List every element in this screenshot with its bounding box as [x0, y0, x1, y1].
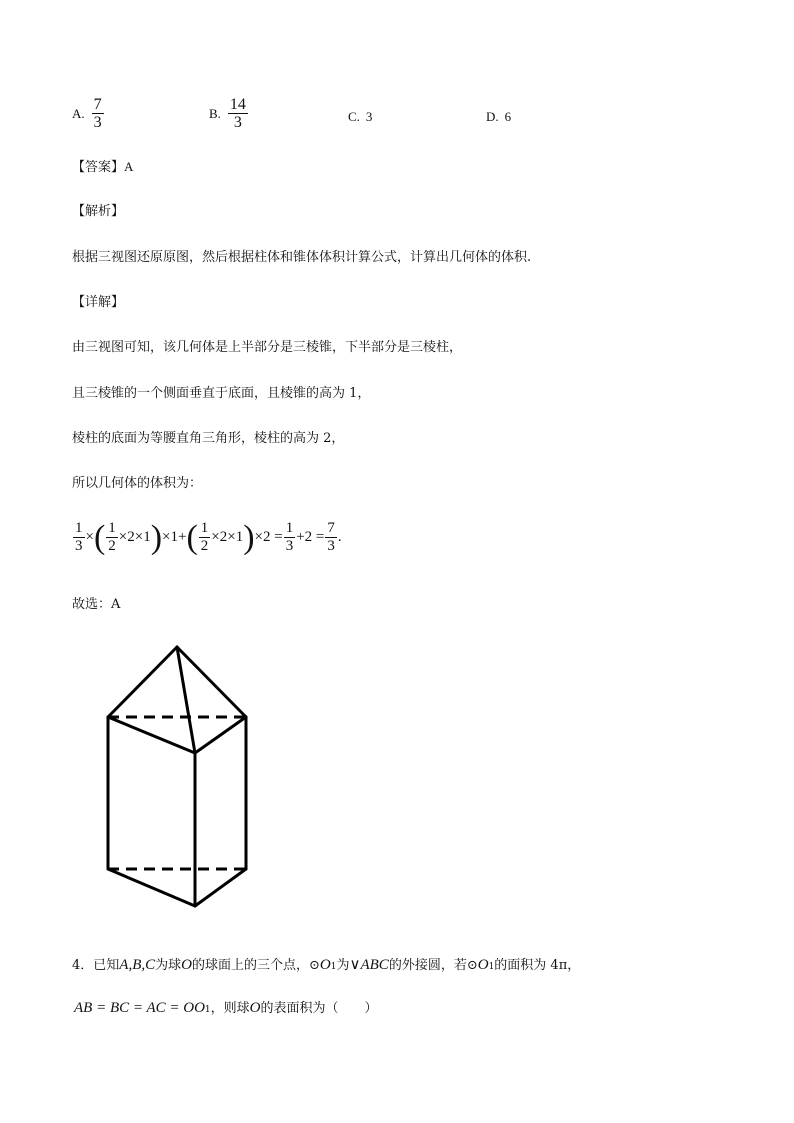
- option-a-label: A.: [72, 105, 85, 121]
- formula-left-paren-2: (: [186, 518, 198, 556]
- formula-frac-4-den: 3: [327, 538, 335, 554]
- figure-edge-bottom-left-front: [108, 869, 195, 906]
- q4-circle-o1-sub: 1: [330, 962, 337, 972]
- choose-line: 故选：A: [72, 597, 121, 612]
- detail-tag: 【详解】: [72, 295, 125, 310]
- q4-mid2: 的球面上的三个点，⊙: [191, 958, 320, 973]
- q4-line2-o: O: [249, 1000, 261, 1016]
- option-d: [486, 108, 511, 126]
- q4-sphere-o: O: [181, 957, 192, 973]
- formula-frac-2: [106, 520, 118, 555]
- option-a-fraction: [92, 96, 104, 131]
- q4-tail: 的面积为 4π，: [494, 958, 581, 973]
- formula-frac-3-den: 3: [285, 538, 294, 554]
- question-4-line-1: [72, 956, 580, 976]
- option-a-denominator: 3: [93, 114, 102, 131]
- formula-frac-2b: [199, 520, 211, 555]
- q4-points: A,B,C: [119, 957, 156, 973]
- option-b-fraction: [228, 96, 248, 131]
- q4-triangle-abc: ABC: [360, 957, 389, 973]
- option-c: [348, 108, 372, 126]
- detail-line-4: 所以几何体的体积为：: [72, 476, 203, 491]
- formula-frac-2b-den: 2: [200, 538, 209, 554]
- formula-after-2: ×2 =: [254, 529, 283, 545]
- option-a: [72, 96, 105, 131]
- formula-frac-2-den: 2: [108, 538, 116, 554]
- q4-circle-o1-b-sub: 1: [488, 962, 495, 972]
- formula-frac-4-num: 7: [327, 520, 335, 536]
- analysis-text: 根据三视图还原原图，然后根据柱体和锥体体积计算公式，计算出几何体的体积.: [72, 250, 532, 265]
- option-d-value: 6: [504, 109, 512, 124]
- formula-left-paren-1: (: [93, 518, 106, 556]
- figure-edge-top-front-right: [195, 717, 246, 753]
- analysis-tag: 【解析】: [72, 204, 125, 219]
- option-c-value: 3: [365, 109, 373, 124]
- solid-figure: [100, 640, 260, 915]
- option-b: [209, 96, 249, 131]
- option-b-numerator: 14: [229, 96, 246, 113]
- figure-edge-bottom-front-right: [195, 869, 246, 906]
- option-d-label: D.: [486, 109, 499, 124]
- formula-frac-3-num: 1: [285, 520, 294, 536]
- formula-inner-1: ×2×1: [118, 529, 151, 545]
- formula-times: ×: [85, 529, 94, 545]
- q4-mid3: 为: [336, 958, 350, 973]
- formula-end: .: [337, 529, 342, 545]
- q4-equation-sub: 1: [204, 1005, 211, 1015]
- formula-inner-2: ×2×1: [211, 529, 244, 545]
- q4-mid1: 为球: [155, 958, 182, 973]
- detail-line-3: 棱柱的底面为等腰直角三角形，棱柱的高为 2，: [72, 431, 345, 446]
- q4-line2-mid: ，则球: [210, 1001, 250, 1016]
- formula-frac-1: [73, 520, 85, 555]
- q4-equation: AB = BC = AC = OO: [74, 1000, 205, 1016]
- figure-edge-top-left-front: [108, 717, 195, 753]
- formula-frac-4: [325, 520, 337, 555]
- q4-prefix: 4．已知: [72, 958, 120, 973]
- formula-plus-2: +2 =: [296, 529, 325, 545]
- formula-after-1: ×1+: [162, 529, 187, 545]
- formula-frac-2b-num: 1: [200, 520, 209, 536]
- formula-frac-3: [284, 520, 296, 555]
- q4-triangle-symbol: ∨: [349, 957, 361, 973]
- formula-frac-2-num: 1: [108, 520, 116, 536]
- formula-frac-1-den: 3: [75, 538, 83, 554]
- q4-mid4: 的外接圆，若⊙: [388, 958, 478, 973]
- q4-line2-tail: 的表面积为（ ）: [260, 1001, 378, 1016]
- option-b-denominator: 3: [233, 114, 242, 131]
- detail-line-2: 且三棱锥的一个侧面垂直于底面，且棱锥的高为 1，: [72, 386, 371, 401]
- option-a-numerator: 7: [93, 96, 102, 113]
- volume-formula: [72, 520, 342, 555]
- formula-frac-1-num: 1: [75, 520, 83, 536]
- detail-line-1: 由三视图可知，该几何体是上半部分是三棱锥，下半部分是三棱柱，: [72, 340, 463, 355]
- q4-circle-o1-b: O: [477, 957, 489, 973]
- q4-circle-o1: O: [319, 957, 331, 973]
- formula-right-paren-2: ): [243, 518, 255, 556]
- figure-edge-apex-left: [108, 647, 177, 717]
- option-b-label: B.: [209, 105, 221, 121]
- answer-value: A: [124, 159, 134, 174]
- question-4-line-2: [74, 999, 378, 1019]
- answer-line: [72, 158, 133, 177]
- answer-tag: 【答案】: [72, 160, 125, 175]
- option-c-label: C.: [348, 109, 360, 124]
- formula-right-paren-1: ): [150, 518, 163, 556]
